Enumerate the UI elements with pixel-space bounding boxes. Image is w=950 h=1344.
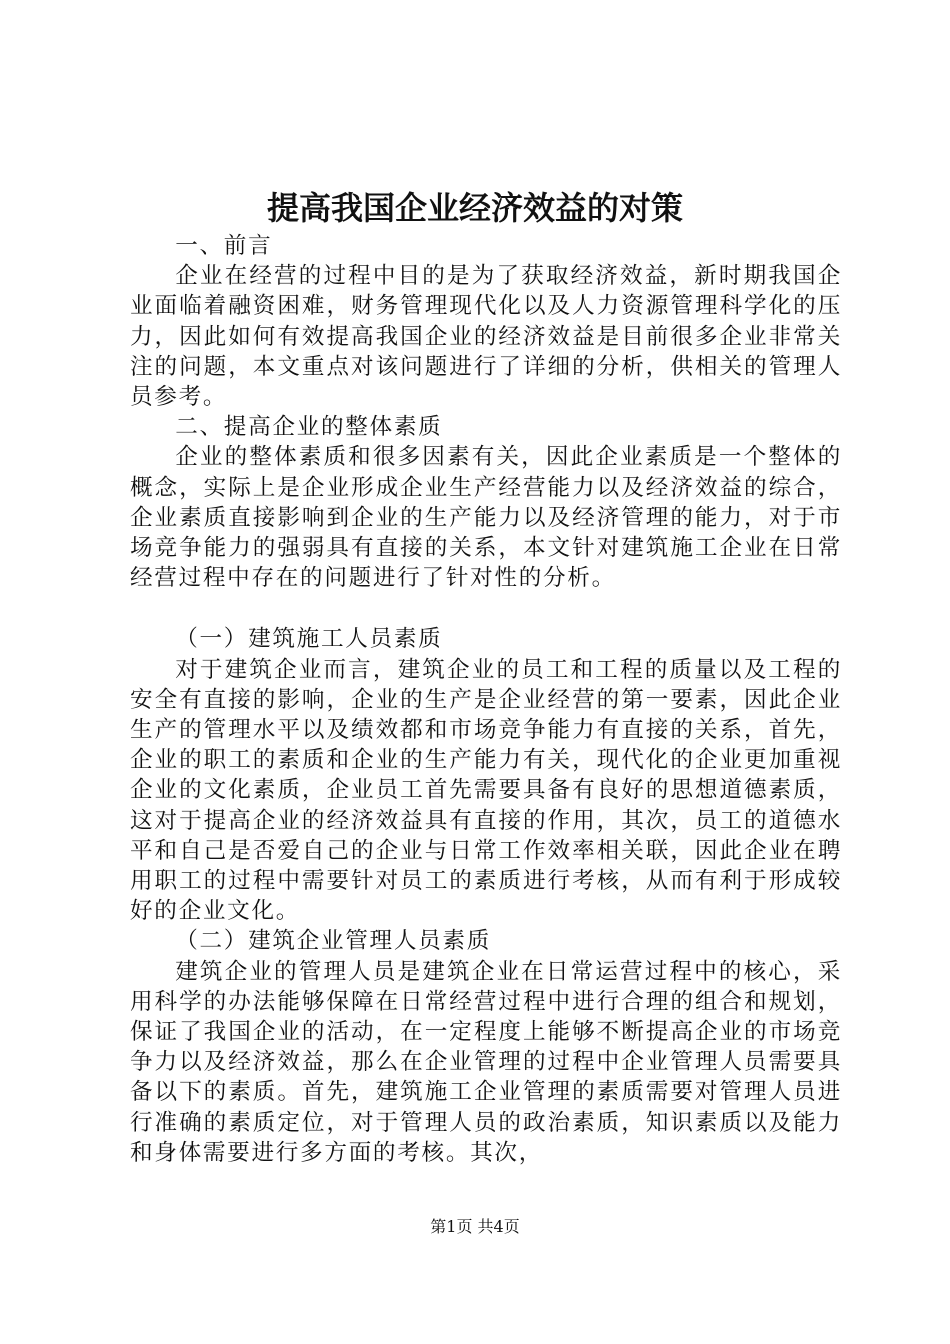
- document-body: [130, 231, 842, 1168]
- section-heading: 二、提高企业的整体素质: [175, 414, 443, 441]
- section-heading: （一）建筑施工人员素质: [175, 626, 443, 653]
- document-title: 提高我国企业经济效益的对策: [266, 189, 683, 227]
- section-heading: （二）建筑企业管理人员素质: [175, 928, 492, 955]
- section-paragraph: 对于建筑企业而言，建筑企业的员工和工程的质量以及工程的安全有直接的影响，企业的生产是企业经营的第一要素，因此企业生产的管理水平以及绩效都和市场竞争能力有直接的关系，首先，企业的职工的素质和企业的生产能力有关，现代化的企业更加重视企业的文化素质，企业员工首先需要具备有良好的思想道德素质，这对于提高企业的经济效益具有直接的作用，其次，员工的道德水平和自己是否爱自己的企业与日常工作效率相关联，因此企业在聘用职工的过程中需要针对员工的素质进行考核，从而有利于形成较好的企业文化。: [130, 656, 842, 925]
- section-heading: 一、前言: [175, 233, 273, 259]
- section-paragraph: 建筑企业的管理人员是建筑企业在日常运营过程中的核心，采用科学的办法能够保障在日常经营过程中进行合理的组合和规划，保证了我国企业的活动，在一定程度上能够不断提高企业的市场竞争力以及经济效益，那么在企业管理的过程中企业管理人员需要具备以下的素质。首先，建筑施工企业管理的素质需要对管理人员进行准确的素质定位，对于管理人员的政治素质，知识素质以及能力和身体需要进行多方面的考核。其次，: [130, 958, 842, 1166]
- section-paragraph: 企业在经营的过程中目的是为了获取经济效益，新时期我国企业面临着融资困难，财务管理现代化以及人力资源管理科学化的压力，因此如何有效提高我国企业的经济效益是目前很多企业非常关注的问题，本文重点对该问题进行了详细的分析，供相关的管理人员参考。: [130, 263, 842, 411]
- page-footer: 第1页 共4页: [430, 1217, 520, 1236]
- section-paragraph: 企业的整体素质和很多因素有关，因此企业素质是一个整体的概念，实际上是企业形成企业生产经营能力以及经济效益的综合，企业素质直接影响到企业的生产能力以及经济管理的能力，对于市场竞争能力的强弱具有直接的关系，本文针对建筑施工企业在日常经营过程中存在的问题进行了针对性的分析。: [130, 444, 842, 592]
